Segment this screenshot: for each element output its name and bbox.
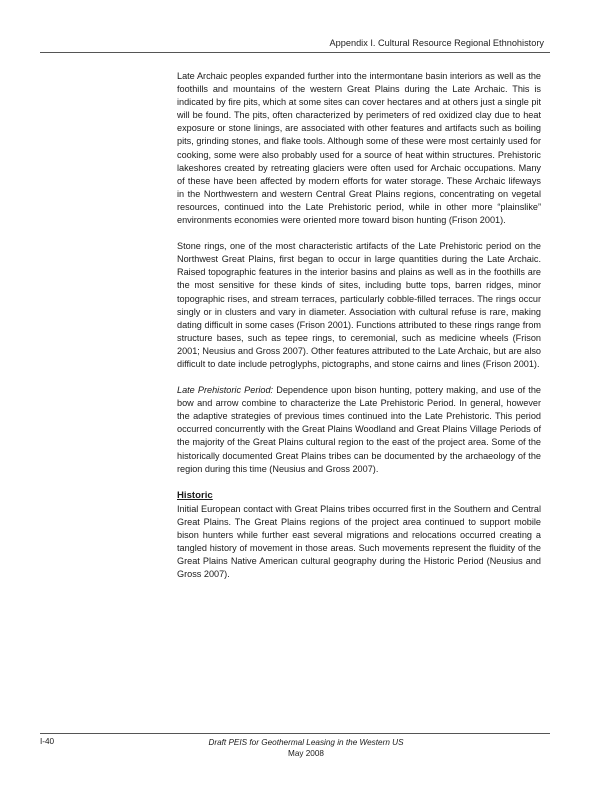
- period-text: Dependence upon bison hunting, pottery making, and use of the bow and arrow combine to characterize the Late Prehistoric Period. In general, however the adaptive strategies of previous times continued into the Late Prehistoric. This period occurred concurrently with the Great Plains Woodland and Great Plains Village Periods of the majority of the Great Plains cultural region to the east of the project area. Some of the historically documented Great Plains tribes can be documented by the archaeology of the region during this time (Neusius and Gross 2007).: [177, 385, 541, 474]
- footer-block: [0, 737, 612, 759]
- period-label: Late Prehistoric Period:: [177, 385, 274, 396]
- section-heading-historic: Historic: [177, 489, 213, 501]
- paragraph-historic: Initial European contact with Great Plains tribes occurred first in the Southern and Central Great Plains. The Great Plains regions of the project area continued to support mobile bison hunters while further east several migrations and relocations occurred creating a tangled history of movement in those areas. Such movements represent the fluidity of the Great Plains Native American cultural geography during the Historic Period (Neusius and Gross 2007).: [177, 503, 541, 580]
- document-body: [177, 70, 541, 583]
- paragraph-late-prehistoric: [177, 384, 541, 476]
- footer-doc-title: Draft PEIS for Geothermal Leasing in the Western US: [208, 738, 404, 747]
- page-number: I-40: [40, 737, 55, 746]
- footer-divider: [40, 733, 550, 734]
- footer-date: May 2008: [288, 749, 324, 758]
- header-divider: [40, 52, 550, 53]
- paragraph-stone-rings: Stone rings, one of the most characteristic artifacts of the Late Prehistoric period on the Northwest Great Plains, first began to occur in large quantities during the Late Archaic. Raised topographic features in the interior basins and plains as well as in the foothills are the most sensitive for these kinds of sites, including butte tops, barren ridges, minor topographic rises, and stream terraces, particularly cobble-filled terraces. The rings occur singly or in clusters and vary in diameter. Association with cultural refuse is rare, making dating difficult in some cases (Frison 2001). Functions attributed to these rings range from structure bases, such as tepee rings, to ceremonial, such as medicine wheels (Frison 2001; Neusius and Gross 2007). Other features attributed to the Late Archaic, but are also difficult to date include petroglyphs, pictographs, and stone cairns and lines (Frison 2001).: [177, 241, 541, 369]
- running-header: Appendix I. Cultural Resource Regional Ethnohistory: [329, 38, 544, 48]
- paragraph-late-archaic: Late Archaic peoples expanded further into the intermontane basin interiors as well as the foothills and mountains of the western Great Plains during the Late Archaic. This is indicated by fire pits, which at some sites can cover hectares and at others just a single pit will be found. The pits, often characterized by perimeters of red oxidized clay due to heat exposure or stone linings, are associated with other features and artifacts such as boiling pits, grinding stones, and flake tools. Although some of these were most certainly used for cooking, some were also probably used for a source of heat within structures. Prehistoric lakeshores created by retreating glaciers were often used for Archaic occupations. Many of these have been affected by modern efforts for water storage. These Archaic lifeways in the Northwestern and western Central Great Plains regions, concentrating on vegetal resources, continued into the Late Prehistoric period, while in other more “plainslike” environments economies were oriented more toward bison hunting (Frison 2001).: [177, 71, 541, 226]
